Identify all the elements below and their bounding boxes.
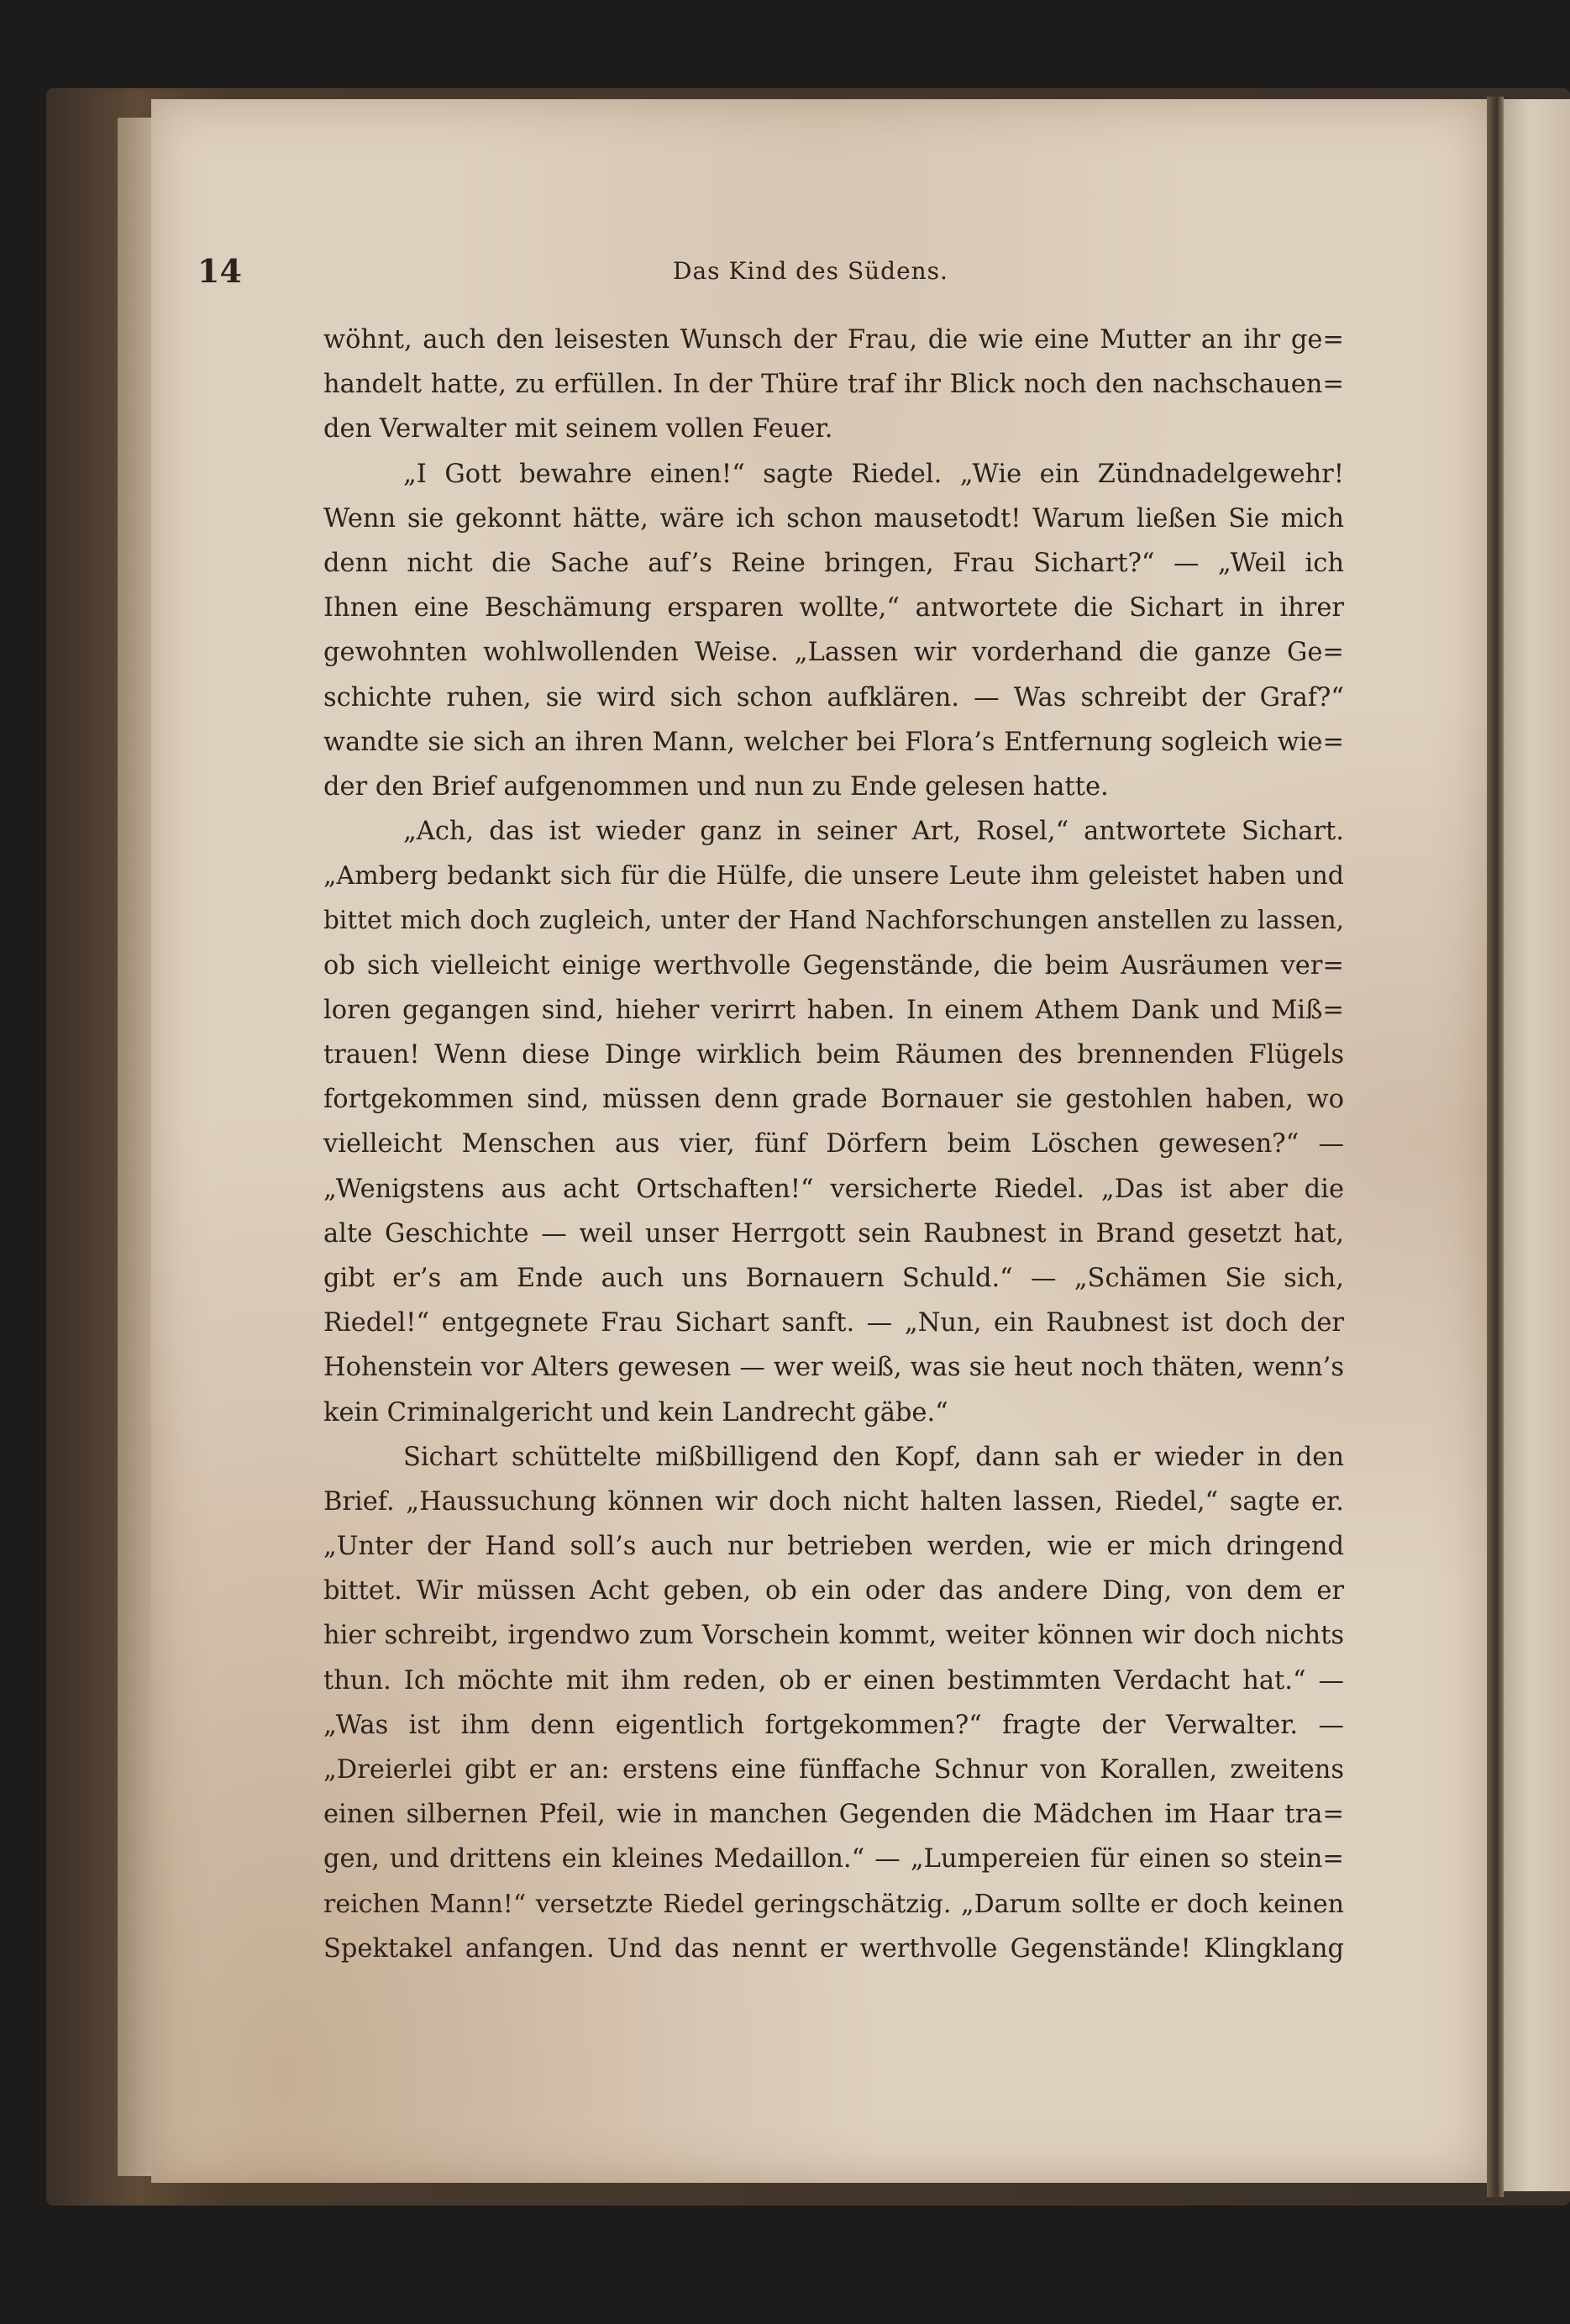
text-line: alte Geschichte — weil unser Herrgott sein Raubnest in Brand gesetzt hat,	[323, 1218, 1344, 1249]
text-line: gibt er’s am Ende auch uns Bornauern Schuld.“ — „Schämen Sie sich,	[323, 1263, 1344, 1293]
text-line: „Unter der Hand soll’s auch nur betrieben werden, wie er mich dringend	[323, 1532, 1344, 1562]
page-number: 14	[197, 252, 242, 290]
text-line: den Verwalter mit seinem vollen Feuer.	[323, 414, 833, 444]
text-line: schichte ruhen, sie wird sich schon aufklären. — Was schreibt der Graf?“	[323, 682, 1344, 712]
text-line: „Dreierlei gibt er an: erstens eine fünffache Schnur von Korallen, zweitens	[323, 1755, 1344, 1785]
text-line: trauen! Wenn diese Dinge wirklich beim Räumen des brennenden Flügels	[323, 1040, 1344, 1070]
text-line: Wenn sie gekonnt hätte, wäre ich schon mausetodt! Warum ließen Sie mich	[323, 503, 1344, 534]
text-line: „Amberg bedankt sich für die Hülfe, die unsere Leute ihm geleistet haben und	[323, 861, 1344, 891]
text-line: Spektakel anfangen. Und das nennt er werthvolle Gegenstände! Klingklang	[323, 1933, 1344, 1964]
text-line: Sichart schüttelte mißbilligend den Kopf, dann sah er wieder in den	[403, 1442, 1344, 1472]
text-line: wandte sie sich an ihren Mann, welcher bei Flora’s Entfernung sogleich wie=	[323, 727, 1344, 757]
text-line: „Ach, das ist wieder ganz in seiner Art, Rosel,“ antwortete Sichart.	[403, 817, 1344, 847]
book-gutter	[1487, 97, 1504, 2197]
text-line: kein Criminalgericht und kein Landrecht gäbe.“	[323, 1397, 948, 1428]
text-line: bittet mich doch zugleich, unter der Hand Nachforschungen anstellen zu lassen,	[323, 906, 1344, 935]
text-line: der den Brief aufgenommen und nun zu Ende gelesen hatte.	[323, 771, 1109, 802]
text-line: Brief. „Haussuchung können wir doch nicht halten lassen, Riedel,“ sagte er.	[323, 1486, 1344, 1517]
text-line: „Wenigstens aus acht Ortschaften!“ versicherte Riedel. „Das ist aber die	[323, 1174, 1344, 1204]
text-line: reichen Mann!“ versetzte Riedel geringschätzig. „Darum sollte er doch keinen	[323, 1889, 1344, 1919]
text-line: Ihnen eine Beschämung ersparen wollte,“ antwortete die Sichart in ihrer	[323, 593, 1344, 623]
text-line: fortgekommen sind, müssen denn grade Bornauer sie gestohlen haben, wo	[323, 1085, 1344, 1115]
text-line: einen silbernen Pfeil, wie in manchen Gegenden die Mädchen im Haar tra=	[323, 1800, 1344, 1830]
text-line: Riedel!“ entgegnete Frau Sichart sanft. — „Nun, ein Raubnest ist doch der	[323, 1308, 1344, 1338]
text-line: bittet. Wir müssen Acht geben, ob ein oder das andere Ding, von dem er	[323, 1576, 1344, 1606]
text-line: loren gegangen sind, hieher verirrt haben. In einem Athem Dank und Miß=	[323, 995, 1344, 1025]
text-line: Hohenstein vor Alters gewesen — wer weiß, was sie heut noch thäten, wenn’s	[323, 1353, 1344, 1383]
text-line: vielleicht Menschen aus vier, fünf Dörfern beim Löschen gewesen?“ —	[323, 1129, 1344, 1159]
page-header	[197, 252, 1340, 294]
text-line: gewohnten wohlwollenden Weise. „Lassen wir vorderhand die ganze Ge=	[323, 638, 1344, 668]
text-line: ob sich vielleicht einige werthvolle Gegenstände, die beim Ausräumen ver=	[323, 950, 1344, 981]
facing-page-edge	[1504, 99, 1570, 2191]
page-body-text	[323, 318, 1344, 1971]
running-title: Das Kind des Südens.	[673, 257, 948, 285]
text-line: handelt hatte, zu erfüllen. In der Thüre traf ihr Blick noch den nachschauen=	[323, 370, 1344, 400]
text-line: wöhnt, auch den leisesten Wunsch der Frau, die wie eine Mutter an ihr ge=	[323, 325, 1344, 355]
text-line: denn nicht die Sache auf’s Reine bringen, Frau Sichart?“ — „Weil ich	[323, 548, 1344, 578]
text-line: thun. Ich möchte mit ihm reden, ob er einen bestimmten Verdacht hat.“ —	[323, 1665, 1344, 1696]
text-line: gen, und drittens ein kleines Medaillon.“ — „Lumpereien für einen so stein=	[323, 1844, 1344, 1874]
text-line: hier schreibt, irgendwo zum Vorschein kommt, weiter können wir doch nichts	[323, 1621, 1344, 1651]
text-line: „Was ist ihm denn eigentlich fortgekommen?“ fragte der Verwalter. —	[323, 1710, 1344, 1740]
text-line: „I Gott bewahre einen!“ sagte Riedel. „Wie ein Zündnadelgewehr!	[403, 459, 1344, 489]
